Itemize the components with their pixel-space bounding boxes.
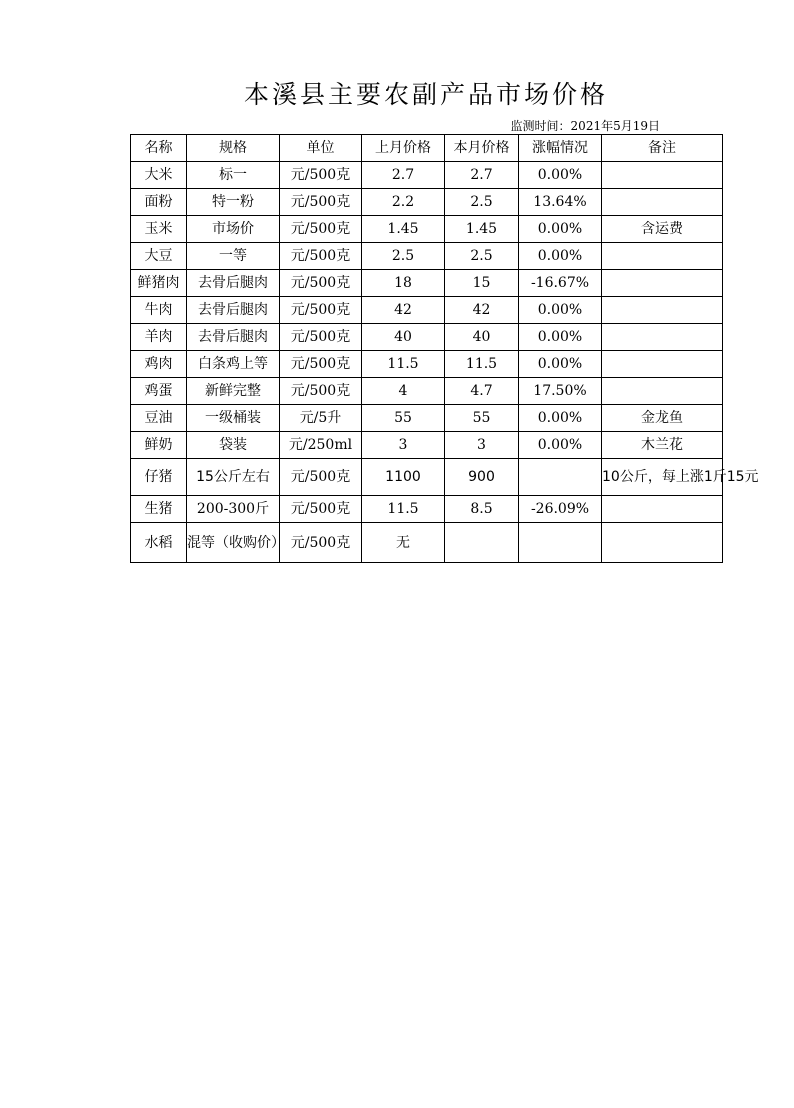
cell-this-month-price: 4.7 [445, 378, 519, 405]
cell-spec: 去骨后腿肉 [187, 324, 280, 351]
table-row [131, 162, 723, 189]
cell-name: 面粉 [131, 189, 187, 216]
table-row [131, 189, 723, 216]
cell-unit: 元/500克 [280, 523, 362, 563]
cell-spec: 一等 [187, 243, 280, 270]
cell-name: 鲜猪肉 [131, 270, 187, 297]
cell-unit: 元/500克 [280, 189, 362, 216]
price-table [130, 134, 759, 563]
cell-this-month-price: 40 [445, 324, 519, 351]
cell-unit: 元/5升 [280, 405, 362, 432]
table-row [131, 459, 723, 496]
cell-remarks [602, 496, 723, 523]
cell-name: 豆油 [131, 405, 187, 432]
cell-change [519, 523, 602, 563]
cell-last-month-price: 2.2 [362, 189, 445, 216]
table-row [131, 351, 723, 378]
cell-change: 0.00% [519, 297, 602, 324]
cell-spec: 新鲜完整 [187, 378, 280, 405]
cell-this-month-price: 2.5 [445, 243, 519, 270]
cell-unit: 元/500克 [280, 243, 362, 270]
cell-name: 水稻 [131, 523, 187, 563]
header-remarks: 备注 [602, 135, 723, 162]
cell-last-month-price: 40 [362, 324, 445, 351]
cell-change: 0.00% [519, 162, 602, 189]
cell-spec: 混等（收购价） [187, 523, 280, 563]
cell-spec: 15公斤左右 [187, 459, 280, 496]
table-row [131, 378, 723, 405]
table-row [131, 297, 723, 324]
cell-name: 大豆 [131, 243, 187, 270]
cell-this-month-price: 3 [445, 432, 519, 459]
cell-unit: 元/500克 [280, 378, 362, 405]
cell-remarks [602, 378, 723, 405]
cell-change: 0.00% [519, 351, 602, 378]
cell-name: 鲜奶 [131, 432, 187, 459]
cell-change: 17.50% [519, 378, 602, 405]
cell-unit: 元/500克 [280, 351, 362, 378]
cell-last-month-price: 4 [362, 378, 445, 405]
page-title: 本溪县主要农副产品市场价格 [243, 80, 608, 109]
cell-name: 羊肉 [131, 324, 187, 351]
header-this-month-price: 本月价格 [445, 135, 519, 162]
cell-change: 0.00% [519, 243, 602, 270]
cell-this-month-price: 1.45 [445, 216, 519, 243]
table-row [131, 216, 723, 243]
table-row [131, 496, 723, 523]
cell-this-month-price: 55 [445, 405, 519, 432]
cell-unit: 元/500克 [280, 459, 362, 496]
monitor-date: 监测时间：2021年5月19日 [510, 119, 660, 133]
cell-spec: 白条鸡上等 [187, 351, 280, 378]
cell-unit: 元/500克 [280, 324, 362, 351]
table-row [131, 270, 723, 297]
cell-remarks [602, 324, 723, 351]
cell-last-month-price: 2.7 [362, 162, 445, 189]
cell-change: 0.00% [519, 405, 602, 432]
cell-this-month-price [445, 523, 519, 563]
cell-change: -16.67% [519, 270, 602, 297]
cell-spec: 市场价 [187, 216, 280, 243]
cell-spec: 去骨后腿肉 [187, 270, 280, 297]
cell-last-month-price: 2.5 [362, 243, 445, 270]
header-change: 涨幅情况 [519, 135, 602, 162]
cell-last-month-price: 18 [362, 270, 445, 297]
cell-remarks [602, 270, 723, 297]
cell-last-month-price: 1.45 [362, 216, 445, 243]
cell-spec: 特一粉 [187, 189, 280, 216]
cell-change [519, 459, 602, 496]
cell-change: -26.09% [519, 496, 602, 523]
table-row [131, 405, 723, 432]
cell-remarks [602, 189, 723, 216]
header-last-month-price: 上月价格 [362, 135, 445, 162]
cell-remarks: 10公斤，每上涨1斤15元 [602, 459, 723, 496]
cell-last-month-price: 55 [362, 405, 445, 432]
cell-name: 仔猪 [131, 459, 187, 496]
cell-name: 大米 [131, 162, 187, 189]
cell-this-month-price: 2.5 [445, 189, 519, 216]
cell-name: 牛肉 [131, 297, 187, 324]
table-row [131, 324, 723, 351]
cell-remarks [602, 297, 723, 324]
cell-unit: 元/500克 [280, 270, 362, 297]
cell-unit: 元/500克 [280, 297, 362, 324]
cell-spec: 一级桶装 [187, 405, 280, 432]
cell-remarks [602, 351, 723, 378]
cell-change: 0.00% [519, 432, 602, 459]
cell-remarks: 含运费 [602, 216, 723, 243]
header-row [131, 135, 723, 162]
table-row [131, 243, 723, 270]
cell-this-month-price: 8.5 [445, 496, 519, 523]
header-unit: 单位 [280, 135, 362, 162]
cell-unit: 元/250ml [280, 432, 362, 459]
cell-unit: 元/500克 [280, 162, 362, 189]
header-name: 名称 [131, 135, 187, 162]
cell-this-month-price: 2.7 [445, 162, 519, 189]
cell-last-month-price: 无 [362, 523, 445, 563]
cell-remarks [602, 162, 723, 189]
cell-change: 13.64% [519, 189, 602, 216]
cell-name: 鸡肉 [131, 351, 187, 378]
cell-spec: 袋装 [187, 432, 280, 459]
cell-last-month-price: 11.5 [362, 496, 445, 523]
cell-last-month-price: 42 [362, 297, 445, 324]
cell-unit: 元/500克 [280, 496, 362, 523]
cell-change: 0.00% [519, 324, 602, 351]
cell-last-month-price: 3 [362, 432, 445, 459]
cell-name: 玉米 [131, 216, 187, 243]
table-row [131, 432, 723, 459]
cell-unit: 元/500克 [280, 216, 362, 243]
cell-this-month-price: 11.5 [445, 351, 519, 378]
header-spec: 规格 [187, 135, 280, 162]
cell-name: 鸡蛋 [131, 378, 187, 405]
cell-this-month-price: 15 [445, 270, 519, 297]
cell-remarks: 木兰花 [602, 432, 723, 459]
cell-last-month-price: 1100 [362, 459, 445, 496]
table-row [131, 523, 723, 563]
cell-remarks: 金龙鱼 [602, 405, 723, 432]
cell-this-month-price: 900 [445, 459, 519, 496]
cell-last-month-price: 11.5 [362, 351, 445, 378]
cell-this-month-price: 42 [445, 297, 519, 324]
cell-spec: 去骨后腿肉 [187, 297, 280, 324]
cell-remarks [602, 243, 723, 270]
cell-change: 0.00% [519, 216, 602, 243]
cell-spec: 标一 [187, 162, 280, 189]
cell-spec: 200-300斤 [187, 496, 280, 523]
cell-remarks [602, 523, 723, 563]
cell-name: 生猪 [131, 496, 187, 523]
